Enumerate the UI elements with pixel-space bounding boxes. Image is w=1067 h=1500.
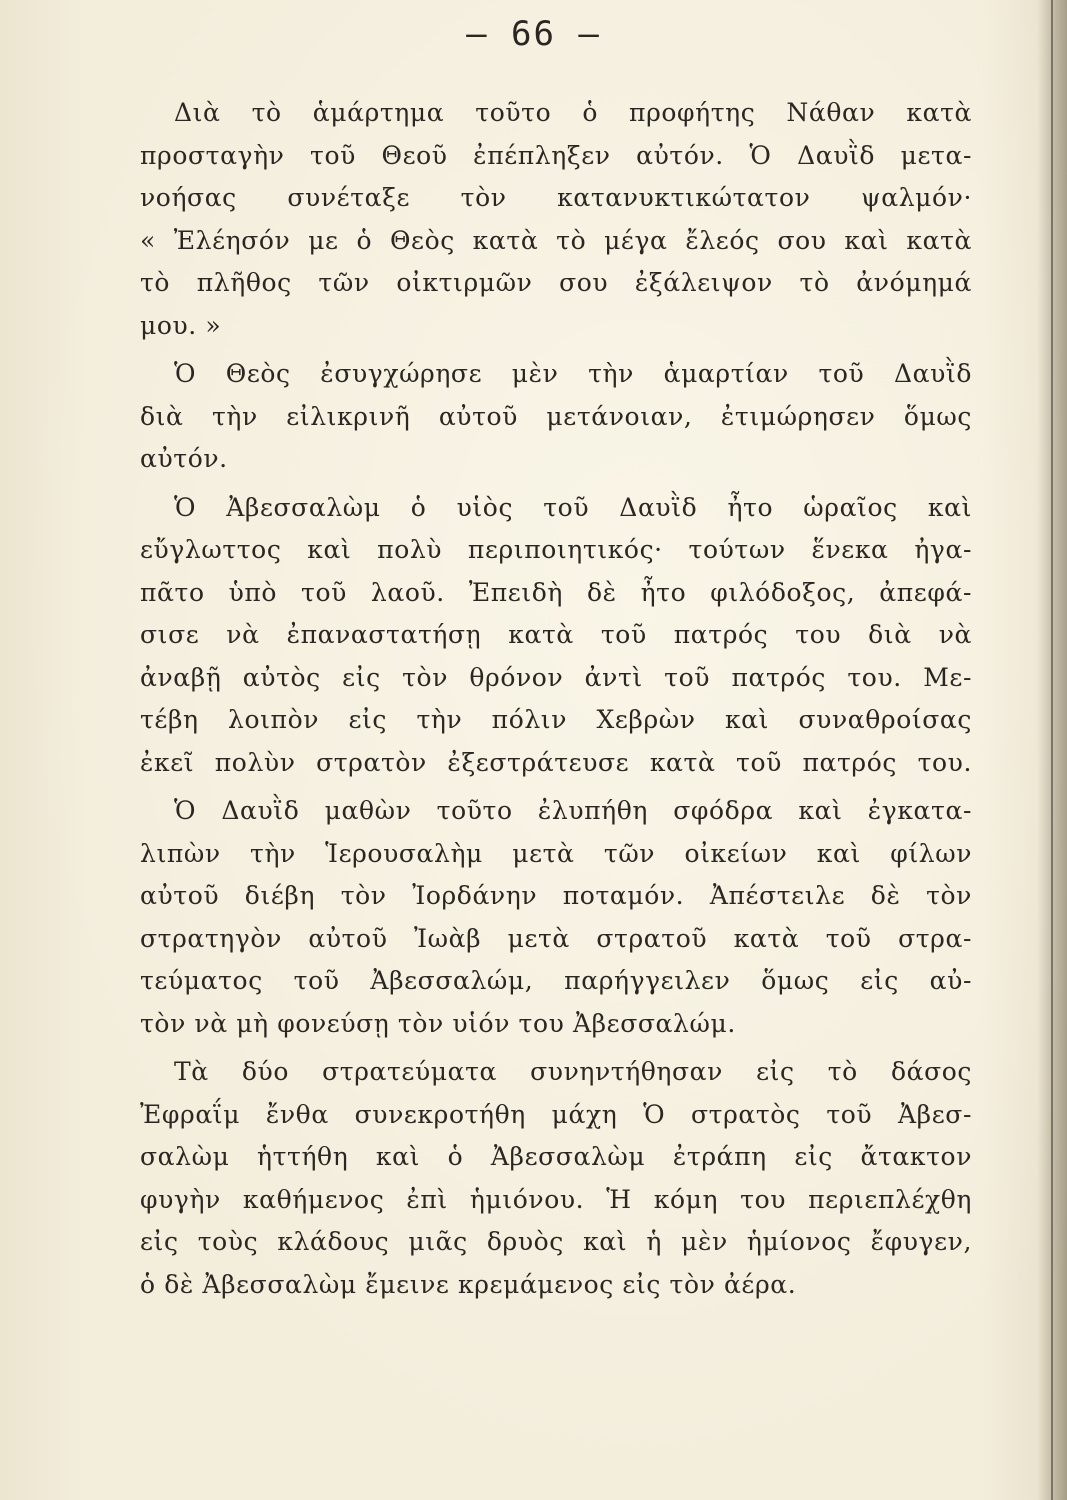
paragraph-4: [140, 790, 972, 1045]
text-line: διὰ τὴν εἰλικρινῆ αὐτοῦ μετάνοιαν, ἐτιμώρησεν ὅμως: [140, 401, 972, 431]
text-line: τὸ πλῆθος τῶν οἰκτιρμῶν σου ἐξάλειψον τὸ ἀνόμημά: [140, 268, 972, 297]
paragraph-3: [140, 487, 972, 785]
text-line: « Ἐλέησόν με ὁ Θεὸς κατὰ τὸ μέγα ἔλεός σου καὶ κατὰ: [140, 225, 972, 255]
text-line: Ὁ Ἀβεσσαλὼμ ὁ υἱὸς τοῦ Δαυῒδ ἦτο ὡραῖος καὶ: [174, 492, 972, 522]
text-line: αὐτόν.: [140, 444, 228, 473]
paragraph-1: [140, 92, 972, 347]
text-line: ἐκεῖ πολὺν στρατὸν ἐξεστράτευσε κατὰ τοῦ πατρός του.: [140, 747, 972, 777]
text-line: πᾶτο ὑπὸ τοῦ λαοῦ. Ἐπειδὴ δὲ ἦτο φιλόδοξος, ἀπεφά-: [140, 577, 972, 607]
text-line: Διὰ τὸ ἁμάρτημα τοῦτο ὁ προφήτης Νάθαν κατὰ: [174, 98, 972, 127]
text-line: ὁ δὲ Ἀβεσσαλὼμ ἔμεινε κρεμάμενος εἰς τὸν ἀέρα.: [140, 1269, 797, 1299]
text-line: σαλὼμ ἡττήθη καὶ ὁ Ἀβεσσαλὼμ ἐτράπη εἰς ἄτακτον: [140, 1142, 972, 1171]
paragraph-2: [140, 353, 972, 481]
text-line: ἀναβῇ αὐτὸς εἰς τὸν θρόνον ἀντὶ τοῦ πατρός του. Με-: [140, 662, 972, 692]
body-text: [140, 92, 972, 1306]
text-line: εὔγλωττος καὶ πολὺ περιποιητικός· τούτων ἕνεκα ἠγα-: [140, 535, 972, 564]
text-line: σισε νὰ ἐπαναστατήσῃ κατὰ τοῦ πατρός του διὰ νὰ: [140, 620, 972, 649]
text-line: Ἐφραΐμ ἔνθα συνεκροτήθη μάχη Ὁ στρατὸς τοῦ Ἀβεσ-: [140, 1099, 972, 1129]
text-line: Ὁ Δαυῒδ μαθὼν τοῦτο ἐλυπήθη σφόδρα καὶ ἐγκατα-: [174, 796, 972, 825]
text-line: τέβη λοιπὸν εἰς τὴν πόλιν Χεβρὼν καὶ συναθροίσας: [140, 705, 972, 734]
text-line: προσταγὴν τοῦ Θεοῦ ἐπέπληξεν αὐτόν. Ὁ Δαυῒδ μετα-: [140, 140, 972, 170]
text-line: στρατηγὸν αὐτοῦ Ἰωὰβ μετὰ στρατοῦ κατὰ τοῦ στρα-: [140, 923, 972, 953]
text-line: φυγὴν καθήμενος ἐπὶ ἡμιόνου. Ἡ κόμη του περιεπλέχθη: [140, 1184, 972, 1214]
text-line: νοήσας συνέταξε τὸν κατανυκτικώτατον ψαλμόν·: [140, 183, 972, 212]
text-line: μου. »: [140, 310, 222, 340]
text-line: εἰς τοὺς κλάδους μιᾶς δρυὸς καὶ ἡ μὲν ἡμίονος ἔφυγεν,: [140, 1227, 972, 1256]
page-number: — 66 —: [466, 14, 601, 54]
text-line: τεύματος τοῦ Ἀβεσσαλώμ, παρήγγειλεν ὅμως εἰς αὐ-: [140, 966, 972, 995]
paragraph-5: [140, 1051, 972, 1306]
text-line: αὐτοῦ διέβη τὸν Ἰορδάνην ποταμόν. Ἀπέστειλε δὲ τὸν: [140, 881, 972, 910]
text-line: λιπὼν τὴν Ἱερουσαλὴμ μετὰ τῶν οἰκείων καὶ φίλων: [140, 838, 972, 868]
page-edge-line: [1051, 0, 1053, 1500]
text-line: Ὁ Θεὸς ἐσυγχώρησε μὲν τὴν ἁμαρτίαν τοῦ Δαυῒδ: [174, 359, 972, 388]
text-line: Τὰ δύο στρατεύματα συνηντήθησαν εἰς τὸ δάσος: [174, 1057, 972, 1086]
text-line: τὸν νὰ μὴ φονεύσῃ τὸν υἱόν του Ἀβεσσαλώμ.: [140, 1008, 736, 1038]
